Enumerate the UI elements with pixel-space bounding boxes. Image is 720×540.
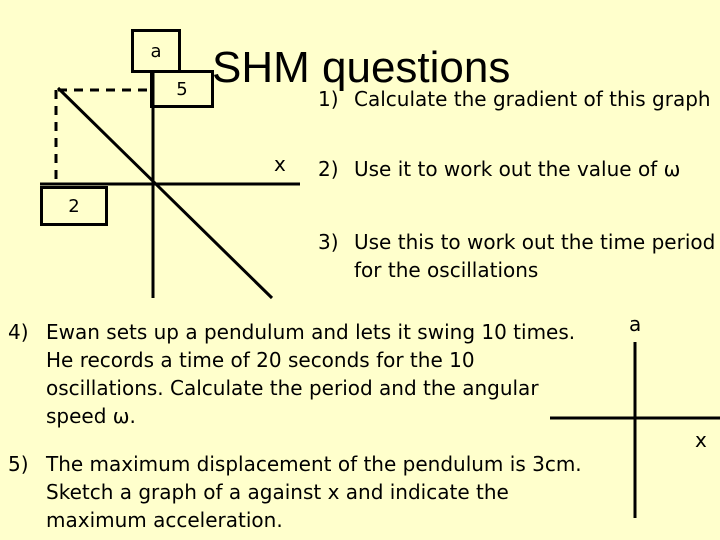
question-number: 1)	[318, 87, 339, 111]
graph2-a-label: a	[629, 312, 642, 336]
question-number: 3)	[318, 230, 339, 254]
graph1-two-label: 2	[68, 195, 80, 217]
question-number: 2)	[318, 157, 339, 181]
question-number: 5)	[8, 452, 29, 476]
question-text: Use this to work out the time period for the oscillations	[354, 230, 716, 282]
question-text: Ewan sets up a pendulum and lets it swing 10 times. He records a time of 20 seconds for the 10 oscillations. Calculate the period and the angular speed ω.	[46, 320, 576, 428]
page-title: SHM questions	[212, 43, 511, 92]
question-text: Calculate the gradient of this graph	[354, 87, 711, 111]
graph1-a-label-box	[131, 29, 181, 73]
graph2-x-label: x	[695, 428, 707, 452]
graph1-five-label-box	[150, 70, 214, 108]
graph1-five-label: 5	[176, 78, 188, 100]
graph1-x-label: x	[274, 152, 286, 176]
graph1-a-label: a	[150, 40, 162, 62]
question-2	[318, 155, 714, 183]
question-5	[8, 450, 594, 534]
question-number: 4)	[8, 320, 29, 344]
question-text: Use it to work out the value of ω	[354, 157, 681, 181]
question-text: The maximum displacement of the pendulum is 3cm. Sketch a graph of a against x and indicate the maximum acceleration.	[46, 452, 582, 532]
graph1-two-label-box	[40, 186, 108, 226]
question-4	[8, 318, 594, 430]
question-1	[318, 85, 720, 113]
question-3	[318, 228, 720, 284]
